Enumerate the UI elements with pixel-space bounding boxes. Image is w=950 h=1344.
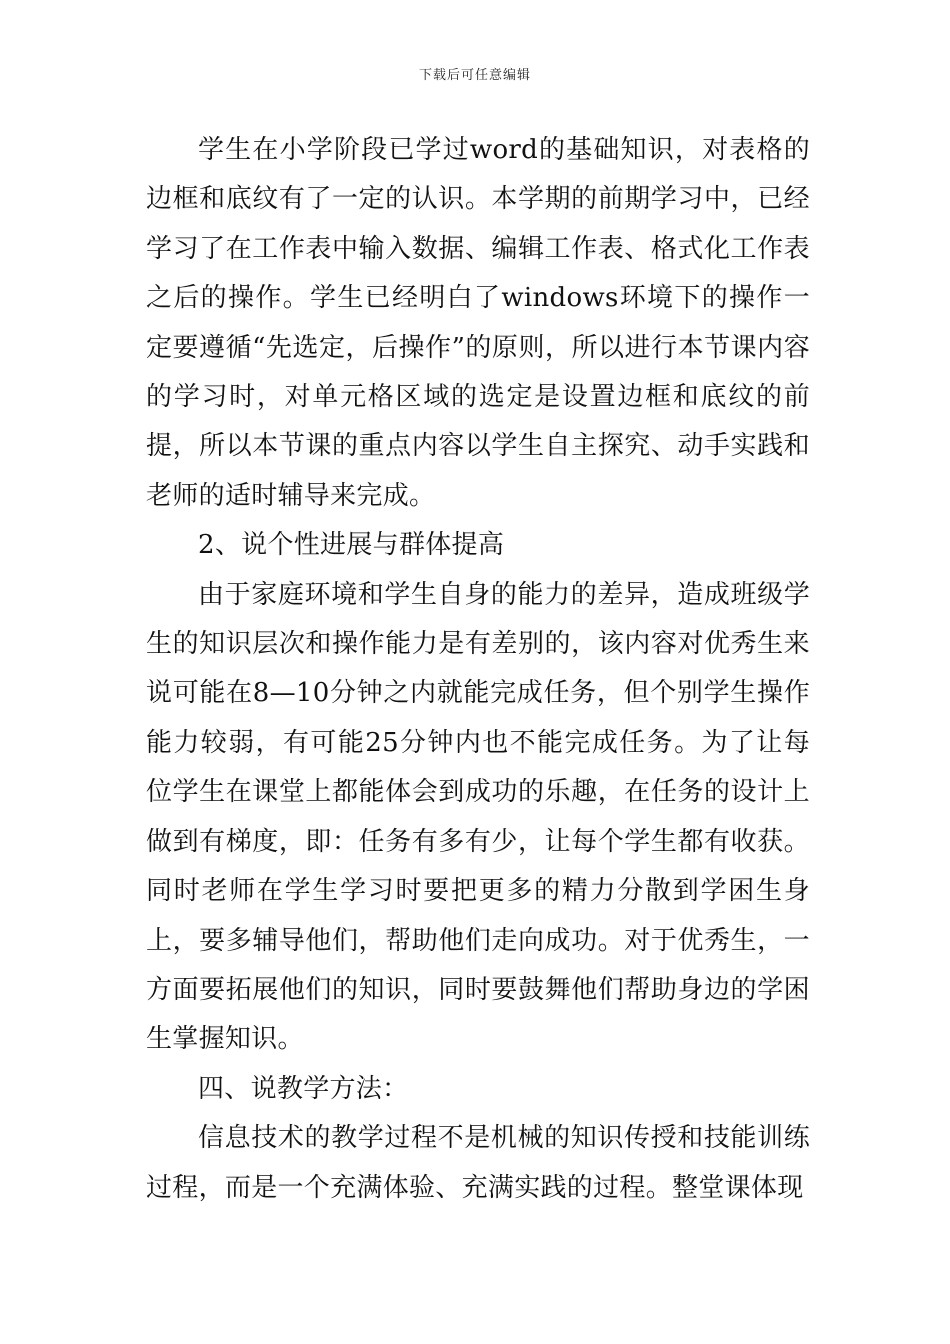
paragraph-teaching-process: 信息技术的教学过程不是机械的知识传授和技能训练过程，而是一个充满体验、充满实践的过程。整堂课体现 <box>146 1123 810 1203</box>
document-body <box>146 126 810 1213</box>
section-heading-individual-progress: 2、说个性进展与群体提高 <box>198 530 505 561</box>
paragraph-individual-differences: 由于家庭环境和学生自身的能力的差异，造成班级学生的知识层次和操作能力是有差别的，该内容对优秀生来说可能在8—10分钟之内就能完成任务，但个别学生操作能力较弱，有可能25分钟内也不能完成任务。为了让每位学生在课堂上都能体会到成功的乐趣，在任务的设计上做到有梯度，即：任务有多有少，让每个学生都有收获。同时老师在学生学习时要把更多的精力分散到学困生身上，要多辅导他们，帮助他们走向成功。对于优秀生，一方面要拓展他们的知识，同时要鼓舞他们帮助身边的学困生掌握知识。 <box>146 579 810 1055</box>
page-header-note: 下载后可任意编辑 <box>418 68 531 83</box>
section-heading-teaching-methods: 四、说教学方法： <box>198 1073 409 1104</box>
paragraph-student-background: 学生在小学阶段已学过word的基础知识，对表格的边框和底纹有了一定的认识。本学期的前期学习中，已经学习了在工作表中输入数据、编辑工作表、格式化工作表之后的操作。学生已经明白了windows环境下的操作一定要遵循“先选定，后操作”的原则，所以进行本节课内容的学习时，对单元格区域的选定是设置边框和底纹的前提，所以本节课的重点内容以学生自主探究、动手实践和老师的适时辅导来完成。 <box>146 135 810 511</box>
